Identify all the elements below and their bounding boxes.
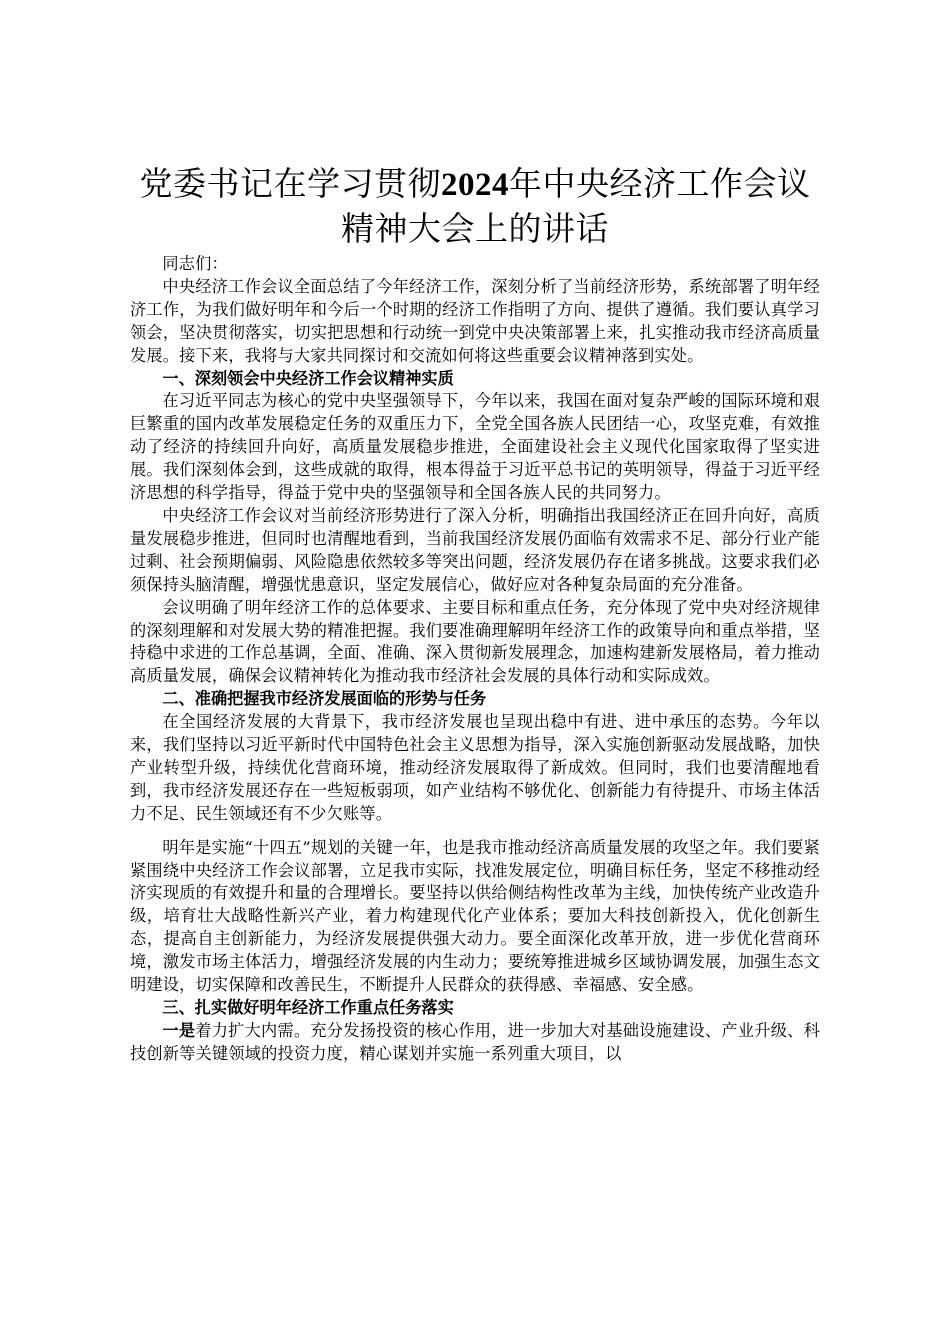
section2-paragraph-1: 在全国经济发展的大背景下，我市经济发展也呈现出稳中有进、进中承压的态势。今年以来，我们坚持以习近平新时代中国特色社会主义思想为指导，深入实施创新驱动发展战略，加快产业转型升级，持续优化营商环境，推动经济发展取得了新成效。但同时，我们也要清醒地看到，我市经济发展还存在一些短板弱项，如产业结构不够优化、创新能力有待提升、市场主体活力不足、民生领域还有不少欠账等。 <box>130 712 820 823</box>
section1-paragraph-3: 会议明确了明年经济工作的总体要求、主要目标和重点任务，充分体现了党中央对经济规律的深刻理解和对发展大势的精准把握。我们要准确理解明年经济工作的政策导向和重点举措，坚持稳中求进的工作总基调，全面、准确、深入贯彻新发展理念，加速构建新发展格局，着力推动高质量发展，确保会议精神转化为推动我市经济社会发展的具体行动和实际成效。 <box>130 597 820 686</box>
paragraph-gap <box>130 826 820 837</box>
intro-paragraph: 中央经济工作会议全面总结了今年经济工作，深刻分析了当前经济形势，系统部署了明年经济工作，为我们做好明年和今后一个时期的经济工作指明了方向、提供了遵循。我们要认真学习领会，坚决贯彻落实，切实把思想和行动统一到党中央决策部署上来，扎实推动我市经济高质量发展。接下来，我将与大家共同探讨和交流如何将这些重要会议精神落到实处。 <box>130 276 820 365</box>
item-body-text: 着力扩大内需。充分发扬投资的核心作用，进一步加大对基础设施建设、产业升级、科技创新等关键领域的投资力度，精心谋划并实施一系列重大项目，以 <box>130 1020 820 1063</box>
section-heading-3: 三、扎实做好明年经济工作重点任务落实 <box>162 998 454 1017</box>
section1-paragraph-2: 中央经济工作会议对当前经济形势进行了深入分析，明确指出我国经济正在回升向好，高质量发展稳步推进，但同时也清醒地看到，当前我国经济发展仍面临有效需求不足、部分行业产能过剩、社会预期偏弱、风险隐患依然较多等突出问题，经济发展仍存在诸多挑战。这要求我们必须保持头脑清醒，增强忧患意识，坚定发展信心，做好应对各种复杂局面的充分准备。 <box>130 505 820 594</box>
section3-paragraph-1 <box>130 1020 820 1066</box>
section-heading-1: 一、深刻领会中央经济工作会议精神实质 <box>162 368 454 388</box>
section1-paragraph-1: 在习近平同志为核心的党中央坚强领导下，今年以来，我国在面对复杂严峻的国际环境和艰巨繁重的国内改革发展稳定任务的双重压力下，全党全国各族人民团结一心，攻坚克难，有效推动了经济的持续回升向好，高质量发展稳步推进，全面建设社会主义现代化国家取得了坚实进展。我们深刻体会到，这些成就的取得，根本得益于习近平总书记的英明领导，得益于习近平经济思想的科学指导，得益于党中央的坚强领导和全国各族人民的共同努力。 <box>130 391 820 503</box>
document-body <box>130 162 820 1066</box>
section-heading-2: 二、准确把握我市经济发展面临的形势与任务 <box>162 689 487 709</box>
title-year: 2024 <box>441 167 509 203</box>
document-title <box>130 162 820 251</box>
item-lead-label: 一是 <box>162 1020 196 1040</box>
title-prefix: 党委书记在学习贯彻 <box>139 164 441 203</box>
salutation: 同志们： <box>162 254 228 273</box>
title-suffix: 年中央经济工作会议精神大会上的讲话 <box>341 164 811 248</box>
section2-paragraph-2: 明年是实施“十四五”规划的关键一年，也是我市推动经济高质量发展的攻坚之年。我们要紧紧围绕中央经济工作会议部署，立足我市实际，找准发展定位，明确目标任务，坚定不移推动经济实现质的有效提升和量的合理增长。要坚持以供给侧结构性改革为主线，加快传统产业改造升级，培育壮大战略性新兴产业，着力构建现代化产业体系；要加大科技创新投入，优化创新生态，提高自主创新能力，为经济发展提供强大动力。要全面深化改革开放，进一步优化营商环境，激发市场主体活力，增强经济发展的内生动力；要统筹推进城乡区域协调发展，加强生态文明建设，切实保障和改善民生，不断提升人民群众的获得感、幸福感、安全感。 <box>130 837 820 995</box>
